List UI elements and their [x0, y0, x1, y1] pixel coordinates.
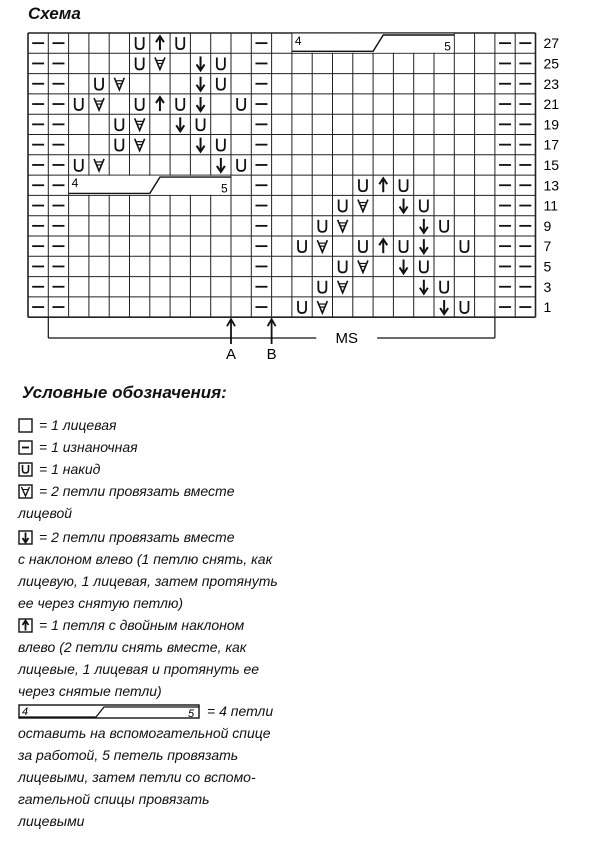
ssk-legend-icon — [18, 530, 33, 545]
marker-label-a: A — [225, 346, 237, 363]
yarn-over-symbol — [136, 57, 144, 69]
row-number: 13 — [543, 177, 560, 194]
yarn-over-symbol — [176, 37, 184, 49]
legend-text-continuation: гательной спицы провязать — [18, 791, 210, 807]
yarn-over-symbol — [75, 159, 83, 171]
legend-text-continuation: через снятые петли) — [18, 683, 162, 699]
yarn-over-symbol — [136, 37, 144, 49]
legend-text: = 1 лицевая — [39, 417, 117, 433]
yarn-over-symbol — [136, 98, 144, 110]
row-number: 19 — [543, 116, 560, 133]
cable-label-left: 4 — [294, 34, 302, 48]
yarn-over-symbol — [440, 281, 448, 293]
legend-text-continuation: лицевые, 1 лицевая и протянуть ее — [18, 661, 260, 677]
yarn-over-symbol — [176, 98, 184, 110]
cable-label-left: 4 — [71, 176, 79, 191]
yarn-over-symbol — [420, 200, 428, 212]
legend-text-continuation: лицевой — [18, 505, 73, 521]
row-number: 3 — [543, 278, 552, 295]
row-number: 5 — [543, 258, 552, 275]
legend-text: = 1 накид — [39, 461, 101, 477]
yarn-over-symbol — [440, 220, 448, 232]
yarn-over-symbol — [460, 240, 468, 252]
legend-text-continuation: оставить на вспомогательной спице — [18, 725, 271, 741]
k2tog-legend-icon — [18, 484, 33, 499]
cable-background — [69, 176, 230, 195]
knitting-chart — [0, 0, 601, 380]
yarn-over-symbol — [359, 179, 367, 191]
svg-text:5: 5 — [188, 708, 195, 719]
yarn-over-symbol — [339, 200, 347, 212]
legend-text: = 1 изнаночная — [39, 439, 138, 455]
legend-text-continuation: ее через снятую петлю) — [18, 595, 184, 611]
row-number: 7 — [543, 238, 552, 255]
row-number: 11 — [543, 197, 559, 214]
row-number: 21 — [543, 96, 560, 113]
yarn-over-symbol — [318, 220, 326, 232]
yarn-over-symbol — [95, 78, 103, 90]
cable-label-right: 5 — [221, 181, 228, 196]
yarn-over-symbol — [115, 139, 123, 151]
repeat-label: MS — [335, 330, 358, 347]
row-number: 15 — [543, 156, 560, 173]
s2kp-legend-icon — [18, 618, 33, 633]
knit-legend-icon — [18, 418, 33, 433]
legend-title: Условные обозначения: — [22, 383, 227, 402]
legend-text-continuation: лицевыми — [18, 813, 85, 829]
yarn-over-symbol — [115, 118, 123, 130]
yarn-over-symbol — [217, 139, 225, 151]
legend-text-continuation: влево (2 петли снять вместе, как — [18, 639, 247, 655]
yarn-over-symbol — [75, 98, 83, 110]
yarn-over-symbol — [217, 57, 225, 69]
row-number: 9 — [543, 217, 552, 234]
chart-title: Схема — [28, 4, 81, 23]
yarn-over-symbol — [420, 260, 428, 272]
cable-background — [293, 34, 454, 53]
row-number: 23 — [543, 75, 560, 92]
legend-text-continuation: за работой, 5 петель провязать — [18, 747, 239, 763]
yarn-over-symbol — [359, 240, 367, 252]
legend-text: = 2 петли провязать вместе — [39, 483, 235, 499]
yarn-over-symbol — [237, 159, 245, 171]
yarn-over-symbol — [217, 78, 225, 90]
row-number: 27 — [543, 35, 560, 52]
marker-label-b: B — [266, 346, 277, 363]
yarn-over-symbol — [298, 240, 306, 252]
yarn-over-symbol — [298, 301, 306, 313]
yarn-over-symbol — [339, 260, 347, 272]
row-number: 1 — [543, 299, 552, 316]
cable-legend-icon — [18, 704, 201, 719]
yarn-over-symbol — [400, 179, 408, 191]
legend-text-continuation: лицевыми, затем петли со вспомо- — [18, 769, 256, 785]
yo-legend-icon — [18, 462, 33, 477]
row-number: 17 — [543, 136, 560, 153]
legend-text-continuation: с наклоном влево (1 петлю снять, как — [18, 551, 273, 567]
yarn-over-symbol — [318, 281, 326, 293]
yarn-over-symbol — [237, 98, 245, 110]
legend-text: = 1 петля с двойным наклоном — [39, 617, 245, 633]
purl-legend-icon — [18, 440, 33, 455]
yarn-over-symbol — [197, 118, 205, 130]
legend-text: = 2 петли провязать вместе — [39, 529, 235, 545]
svg-text:4: 4 — [22, 706, 29, 718]
legend-text: = 4 петли — [207, 703, 274, 719]
yarn-over-symbol — [400, 240, 408, 252]
yarn-over-symbol — [460, 301, 468, 313]
legend-text-continuation: лицевую, 1 лицевая, затем протянуть — [18, 573, 278, 589]
row-number: 25 — [543, 55, 560, 72]
cable-label-right: 5 — [444, 39, 451, 54]
